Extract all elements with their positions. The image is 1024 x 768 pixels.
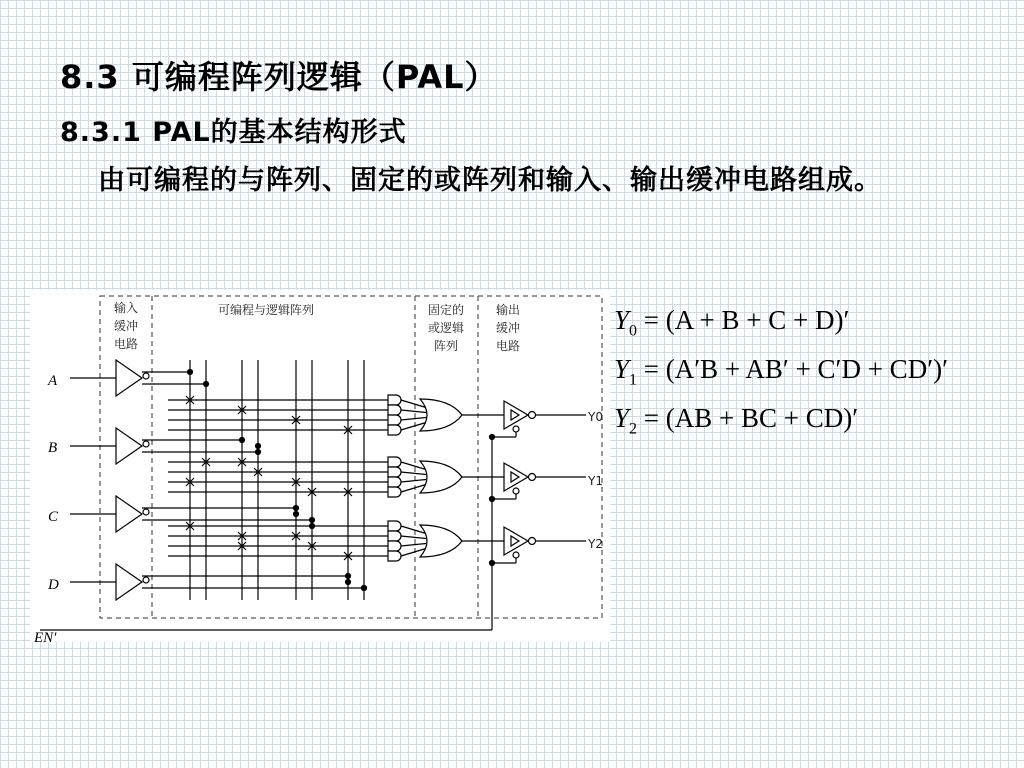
- enable-label: EN′: [34, 630, 57, 642]
- connection-dot: [362, 586, 367, 591]
- svg-text:缓冲: 缓冲: [113, 319, 139, 333]
- svg-text:电路: 电路: [113, 337, 139, 351]
- svg-text:输出: 输出: [495, 303, 521, 317]
- pal-structure-diagram: [30, 290, 610, 642]
- junction-dot: [294, 506, 299, 511]
- output-bubble: [529, 412, 536, 419]
- and-gate: [388, 477, 401, 487]
- svg-text:电路: 电路: [495, 339, 521, 353]
- and-gate: [388, 487, 401, 497]
- output-label-y2: Y2: [588, 537, 603, 551]
- input-label-a: A: [48, 373, 58, 389]
- buffer-bubble: [143, 577, 149, 583]
- junction-dot: [490, 497, 495, 502]
- svg-text:输入: 输入: [113, 301, 139, 315]
- junction-dot: [310, 518, 315, 523]
- section-label-input-buffer: [114, 300, 138, 351]
- output-label-y1: Y1: [588, 474, 603, 488]
- equation-y0: $Y_0 = (A + B + C + D)'$: [614, 305, 850, 340]
- output-bubble: [529, 474, 536, 481]
- and-gate: [388, 541, 401, 551]
- input-label-d: D: [48, 577, 59, 593]
- junction-dot: [346, 574, 351, 579]
- svg-text:缓冲: 缓冲: [495, 321, 521, 335]
- and-gate: [388, 425, 401, 435]
- enable-bubble: [513, 552, 519, 558]
- connection-dot: [256, 444, 261, 449]
- and-gate: [388, 521, 401, 531]
- slide-title: 8.3 可编程阵列逻辑（PAL）: [60, 58, 498, 96]
- junction-dot: [256, 450, 261, 455]
- output-label-y0: Y0: [588, 410, 603, 424]
- input-label-b: B: [48, 440, 58, 456]
- and-gate: [388, 551, 401, 561]
- buffer-bubble: [143, 373, 149, 379]
- connection-dot: [310, 524, 315, 529]
- and-gate: [388, 531, 401, 541]
- svg-text:或逻辑: 或逻辑: [427, 321, 465, 335]
- buffer-bubble: [143, 509, 149, 515]
- junction-dot: [490, 561, 495, 566]
- junction-dot: [240, 438, 245, 443]
- output-bubble: [529, 538, 536, 545]
- and-gate: [388, 405, 401, 415]
- junction-dot: [188, 370, 193, 375]
- and-gate: [388, 395, 401, 405]
- buffer-bubble: [143, 441, 149, 447]
- section-heading: 8.3.1 PAL的基本结构形式: [60, 117, 407, 148]
- and-gate: [388, 415, 401, 425]
- and-gate: [388, 467, 401, 477]
- enable-bubble: [513, 488, 519, 494]
- body-text: 由可编程的与阵列、固定的或阵列和输入、输出缓冲电路组成。: [98, 165, 882, 196]
- junction-dot: [204, 382, 209, 387]
- section-label-and-array: 可编程与逻辑阵列: [217, 303, 315, 317]
- junction-dot: [490, 435, 495, 440]
- connection-dot: [346, 580, 351, 585]
- and-gate: [388, 457, 401, 467]
- section-label-output-buffer: [496, 302, 520, 353]
- equation-y1: $Y_1 = (A'B + AB' + C'D + CD')'$: [614, 354, 948, 389]
- equation-y2: $Y_2 = (AB$ + BC + CD)′: [614, 403, 859, 438]
- input-label-c: C: [48, 509, 59, 525]
- enable-bubble: [513, 426, 519, 432]
- connection-dot: [294, 512, 299, 517]
- svg-text:固定的: 固定的: [427, 303, 465, 317]
- svg-text:阵列: 阵列: [433, 339, 459, 353]
